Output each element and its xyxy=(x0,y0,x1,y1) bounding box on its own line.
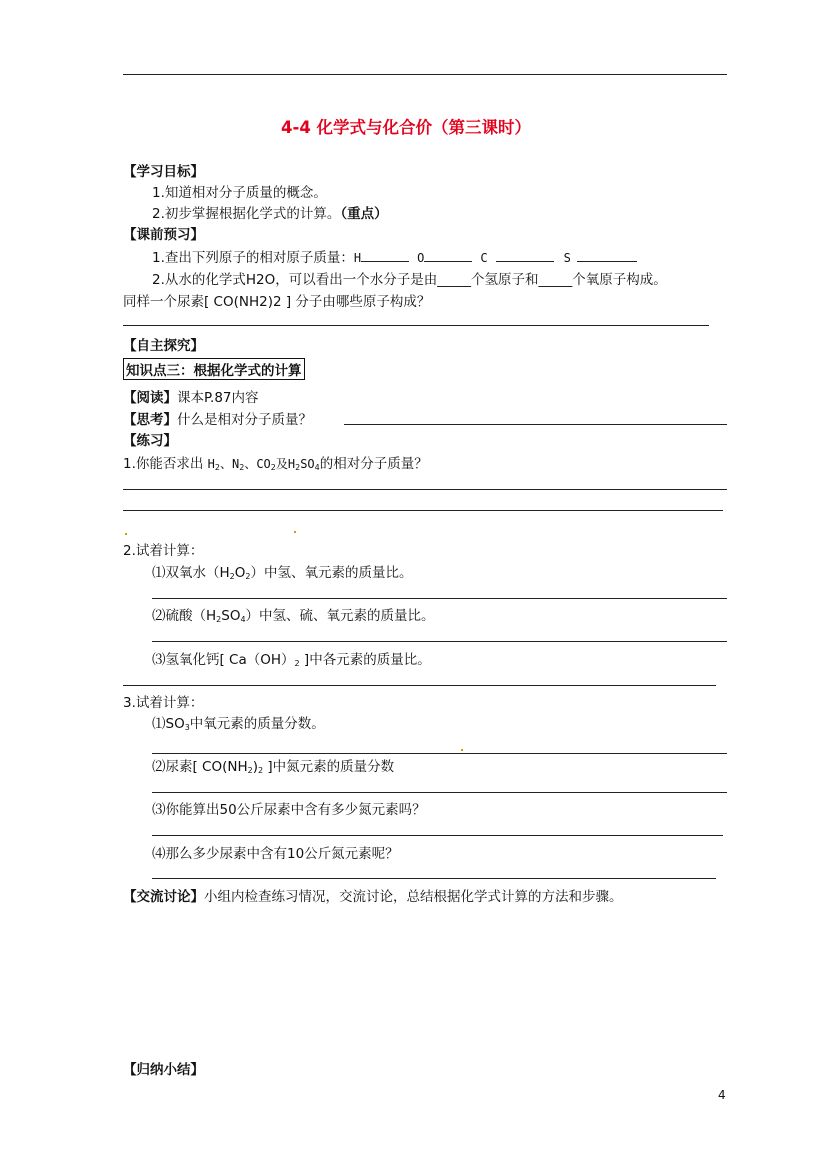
speck xyxy=(125,533,127,535)
answer-blank[interactable] xyxy=(496,249,554,262)
answer-line xyxy=(123,325,709,326)
exercise-3d: ⑷那么多少尿素中含有10公斤氮元素呢？ xyxy=(152,846,399,862)
answer-line xyxy=(152,792,727,793)
answer-line xyxy=(123,510,723,511)
page-title: 4-4 化学式与化合价（第三课时） xyxy=(281,118,532,137)
answer-line xyxy=(152,641,727,642)
exercise-1: 1.你能否求出 $H_2$、$N_2$、$CO_2$及$H_2SO_4$的相对分子质量？ xyxy=(123,456,428,472)
think-line: 【思考】什么是相对分子质量？ xyxy=(123,412,312,428)
summary-header: 【归纳小结】 xyxy=(123,1062,204,1078)
explore-header: 【自主探究】 xyxy=(123,338,204,354)
practice-header: 【练习】 xyxy=(123,433,177,449)
exercise-2b: ⑵硫酸$(H_2SO_4)$中氢、硫、氧元素的质量比。 xyxy=(152,608,435,624)
answer-line xyxy=(123,489,727,490)
answer-line xyxy=(123,685,716,686)
answer-line xyxy=(152,878,716,879)
goals-header: 【学习目标】 xyxy=(123,164,204,180)
goal-item-1: 1.知道相对分子质量的概念。 xyxy=(152,185,327,201)
speck xyxy=(294,531,296,533)
header-rule xyxy=(123,74,727,75)
exercise-2-header: 2.试着计算： xyxy=(123,543,204,559)
read-line: 【阅读】课本P.87内容 xyxy=(123,390,259,406)
exercise-3b: ⑵尿素[ $CO(NH_2)_2$ ]中氮元素的质量分数 xyxy=(152,759,395,775)
discussion: 【交流讨论】小组内检查练习情况，交流讨论，总结根据化学式计算的方法和步骤。 xyxy=(123,889,623,905)
preview-header: 【课前预习】 xyxy=(123,227,204,243)
exercise-3c: ⑶你能算出50公斤尿素中含有多少氮元素吗？ xyxy=(152,802,426,818)
preview-question-1: 1.查出下列原子的相对原子质量：H O C S xyxy=(152,246,637,266)
preview-question-2-cont: 同样一个尿素[ CO(NH2)2 ] 分子由哪些原子构成？ xyxy=(123,294,431,310)
answer-line xyxy=(152,753,727,754)
knowledge-point-box: 知识点三：根据化学式的计算 xyxy=(123,358,305,380)
exercise-2a: ⑴双氧水$(H_2O_2)$中氢、氧元素的质量比。 xyxy=(152,565,413,581)
answer-blank[interactable] xyxy=(424,249,472,262)
answer-blank[interactable] xyxy=(361,249,409,262)
preview-question-2: 2.从水的化学式H2O，可以看出一个水分子是由_____个氢原子和_____个氧原子构成。 xyxy=(152,272,667,288)
answer-line xyxy=(152,835,723,836)
goal-item-2: 2.初步掌握根据化学式的计算。（重点） xyxy=(152,206,388,222)
answer-line xyxy=(152,598,727,599)
answer-line xyxy=(344,424,727,425)
answer-blank[interactable] xyxy=(577,249,637,262)
exercise-2c: ⑶氢氧化钙[ $Ca(OH)_2$ ]中各元素的质量比。 xyxy=(152,652,431,668)
page-number: 4 xyxy=(718,1088,726,1102)
exercise-3a: $⑴SO_3$中氧元素的质量分数。 xyxy=(152,716,325,732)
exercise-3-header: 3.试着计算： xyxy=(123,695,204,711)
speck xyxy=(461,749,463,751)
